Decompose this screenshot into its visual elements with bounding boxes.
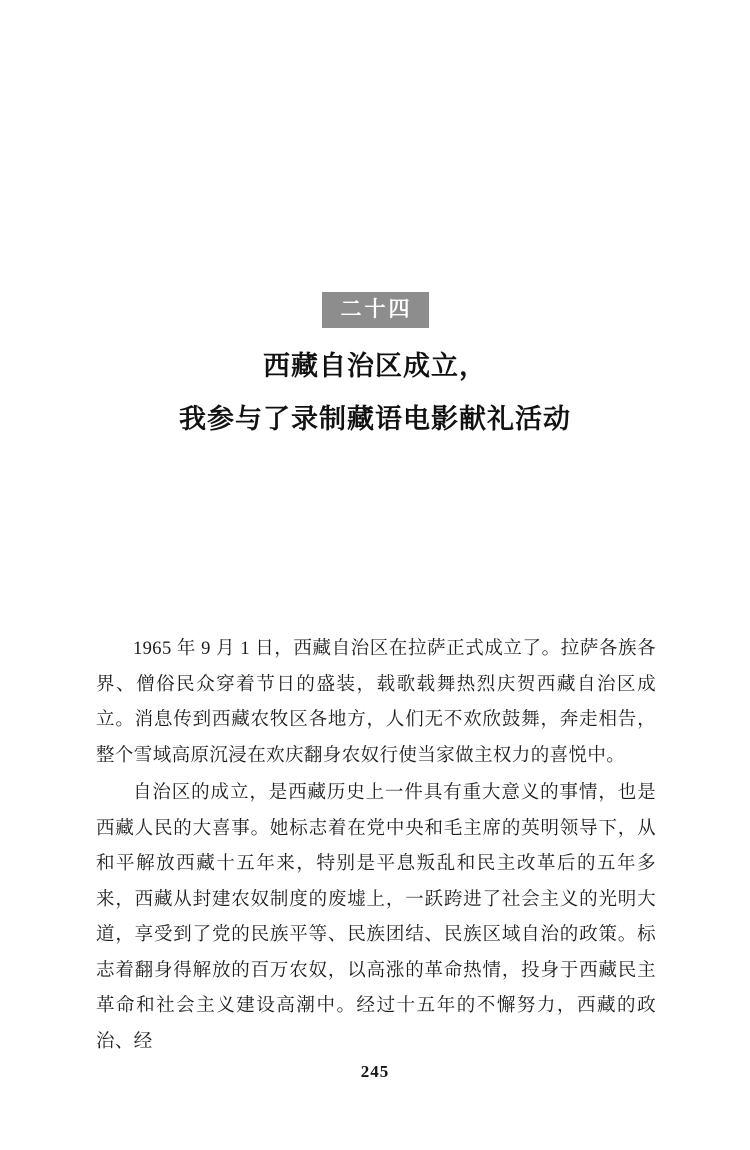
- chapter-number-badge: 二十四: [322, 292, 429, 328]
- body-text: [96, 632, 656, 1062]
- paragraph: 1965 年 9 月 1 日，西藏自治区在拉萨正式成立了。拉萨各族各界、僧俗民众穿着节日的盛装，载歌载舞热烈庆贺西藏自治区成立。消息传到西藏农牧区各地方，人们无不欢欣鼓舞，奔走相告，整个雪域高原沉浸在欢庆翻身农奴行使当家做主权力的喜悦中。: [96, 639, 656, 766]
- chapter-number-container: [0, 292, 750, 328]
- page-number: 245: [360, 1062, 390, 1081]
- chapter-title: [0, 340, 750, 445]
- paragraph: 自治区的成立，是西藏历史上一件具有重大意义的事情，也是西藏人民的大喜事。她标志着在党中央和毛主席的英明领导下，从和平解放西藏十五年来，特别是平息叛乱和民主改革后的五年多来，西藏从封建农奴制度的废墟上，一跃跨进了社会主义的光明大道，享受到了党的民族平等、民族团结、民族区域自治的政策。标志着翻身得解放的百万农奴，以高涨的革命热情，投身于西藏民主革命和社会主义建设高潮中。经过十五年的不懈努力，西藏的政治、经: [96, 783, 656, 1052]
- chapter-title-line-1: 西藏自治区成立，: [263, 351, 487, 381]
- chapter-title-line-2: 我参与了录制藏语电影献礼活动: [179, 403, 571, 434]
